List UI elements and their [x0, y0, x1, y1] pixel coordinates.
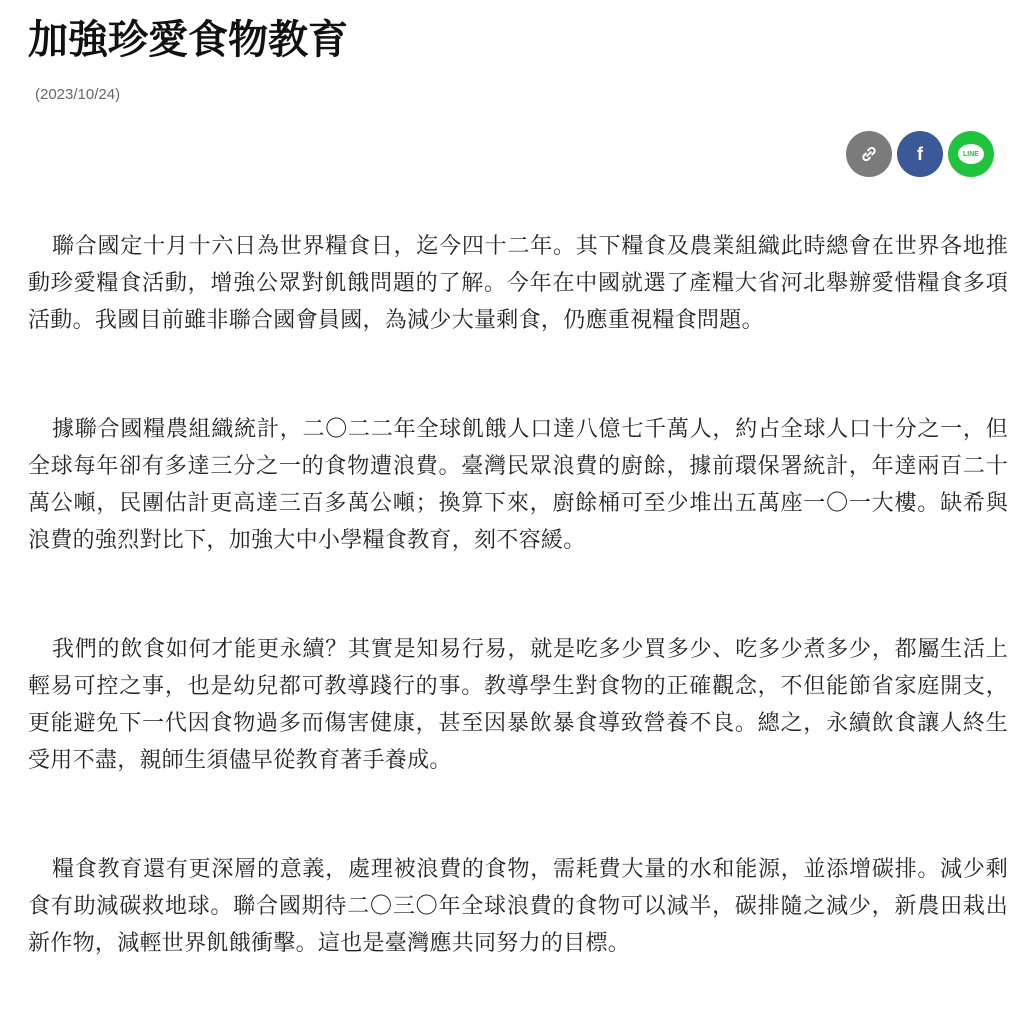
facebook-share-button[interactable]: [897, 131, 943, 177]
article-body: [28, 228, 1008, 1034]
copy-link-button[interactable]: [846, 131, 892, 177]
article-paragraph: 我們的飲食如何才能更永續？其實是知易行易，就是吃多少買多少、吃多少煮多少，都屬生活上輕易可控之事，也是幼兒都可教導踐行的事。教導學生對食物的正確觀念，不但能節省家庭開支，更能避免下一代因食物過多而傷害健康，甚至因暴飲暴食導致營養不良。總之，永續飲食讓人終生受用不盡，親師生須儘早從教育著手養成。: [28, 637, 1008, 773]
facebook-icon: f: [917, 144, 923, 164]
line-icon: [958, 144, 984, 164]
article-paragraph: 聯合國定十月十六日為世界糧食日，迄今四十二年。其下糧食及農業組織此時總會在世界各地推動珍愛糧食活動，增強公眾對飢餓問題的了解。今年在中國就選了產糧大省河北舉辦愛惜糧食多項活動。我國目前雖非聯合國會員國，為減少大量剩食，仍應重視糧食問題。: [28, 234, 1008, 333]
page-title: 加強珍愛食物教育: [28, 17, 348, 63]
line-share-button[interactable]: [948, 131, 994, 177]
article-paragraph: 糧食教育還有更深層的意義，處理被浪費的食物，需耗費大量的水和能源，並添增碳排。減少剩食有助減碳救地球。聯合國期待二〇三〇年全球浪費的食物可以減半，碳排隨之減少，新農田栽出新作物，減輕世界飢餓衝擊。這也是臺灣應共同努力的目標。: [28, 857, 1008, 956]
share-bar: [846, 131, 994, 177]
link-icon: [858, 143, 880, 165]
line-icon-label: LINE: [963, 150, 979, 158]
article-paragraph: 據聯合國糧農組織統計，二〇二二年全球飢餓人口達八億七千萬人，約占全球人口十分之一，但全球每年卻有多達三分之一的食物遭浪費。臺灣民眾浪費的廚餘，據前環保署統計，年達兩百二十萬公噸，民團估計更高達三百多萬公噸；換算下來，廚餘桶可至少堆出五萬座一〇一大樓。缺希與浪費的強烈對比下，加強大中小學糧食教育，刻不容緩。: [28, 417, 1008, 553]
publish-date: (2023/10/24): [35, 86, 121, 103]
